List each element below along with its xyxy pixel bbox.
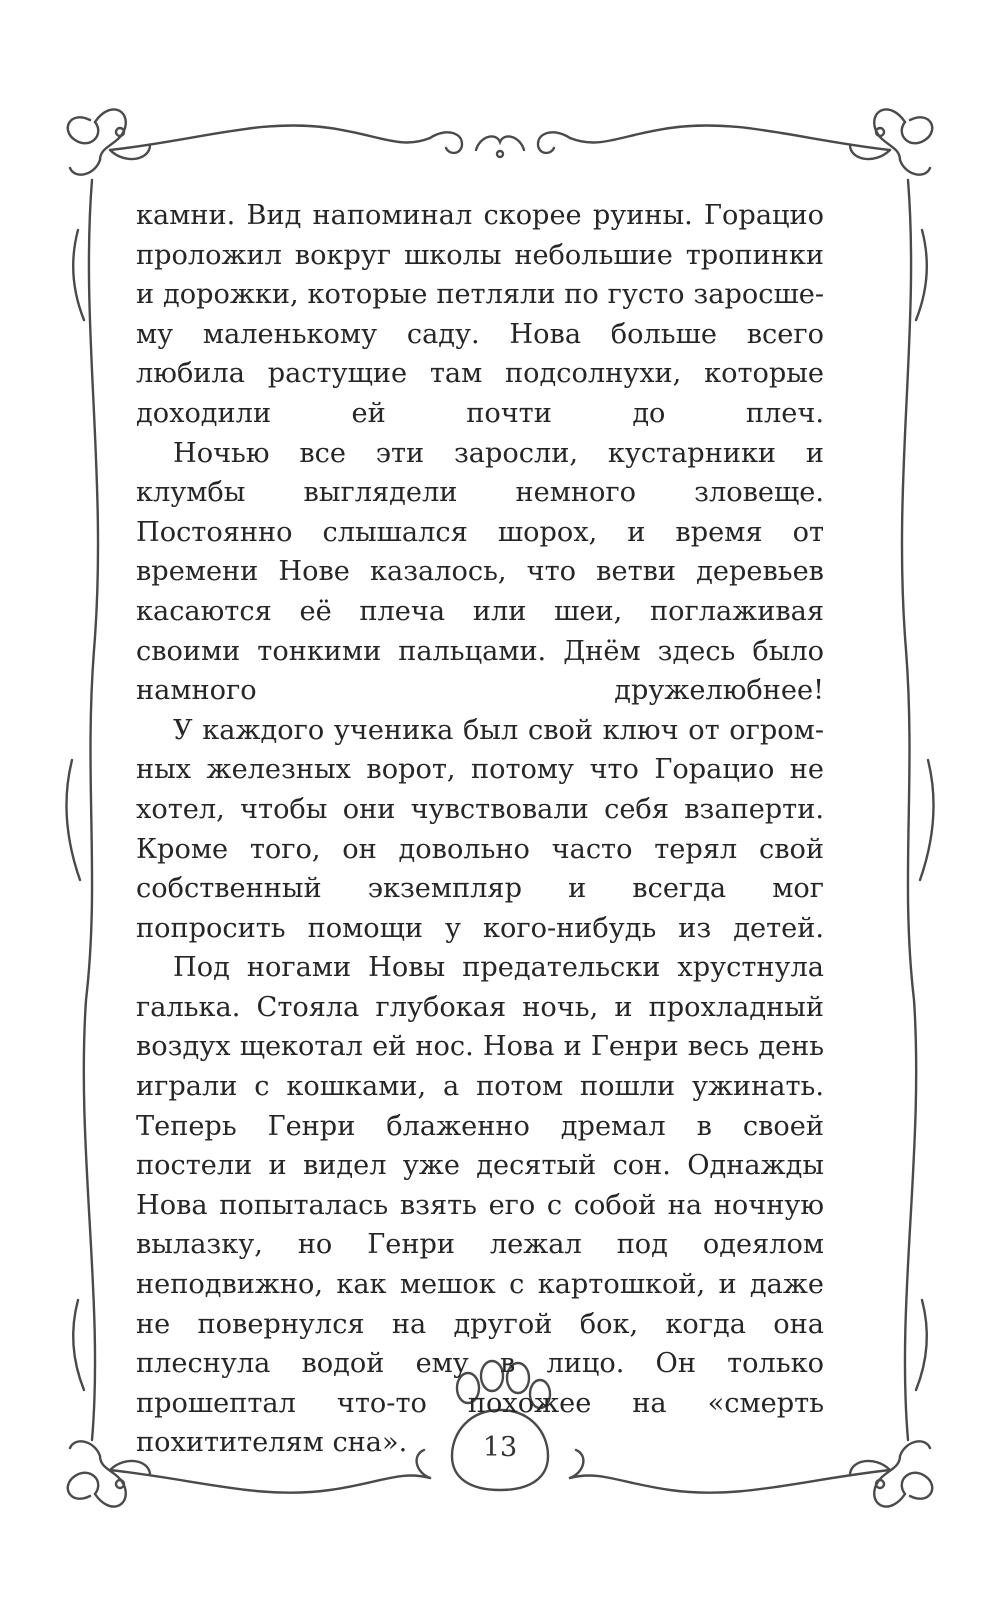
top-center-swirls: [430, 132, 570, 157]
paragraph: Ночью все эти заросли, кустарники и клумбы выглядели немного зловеще. Постоянно слышался шорох, и время от времени Нове казалось, что ветви деревьев касаются её плеча или шеи, поглаживая своими тонкими пальцами. Днём здесь было намного дружелюбнее!: [136, 437, 824, 707]
page-number: 13: [482, 1432, 518, 1463]
paragraph: У каждого ученика был свой ключ от огромных железных ворот, потому что Горацио не хотел, чтобы они чувствовали себя взаперти. Кроме того, он довольно часто терял свой собственный экземпляр и всегда мог попросить помощи у кого-нибудь из детей.: [136, 714, 824, 944]
corner-flourish-top-left: [68, 109, 150, 174]
body-text: [136, 196, 824, 1463]
paragraph: камни. Вид напоминал скорее руины. Горацио проложил вокруг школы небольшие тропинки и дорожки, которые петляли по густо заросшему маленькому саду. Нова больше всего любила растущие там подсолнухи, которые доходили ей почти до плеч.: [136, 200, 824, 429]
paragraph: Под ногами Новы предательски хрустнула галька. Стояла глубокая ночь, и прохладный воздух щекотал ей нос. Нова и Генри весь день играли с кошками, а потом пошли ужинать. Теперь Генри блаженно дремал в своей постели и видел уже десятый сон. Однажды Нова попыталась взять его с собой на ночную вылазку, но Генри лежал под одеялом неподвижно, как мешок с картошкой, и даже не повернулся на другой бок, когда она плеснула водой ему в лицо. Он только прошептал что-то похожее на «смерть похитителям сна».: [136, 952, 824, 1459]
corner-flourish-top-right: [850, 109, 932, 174]
